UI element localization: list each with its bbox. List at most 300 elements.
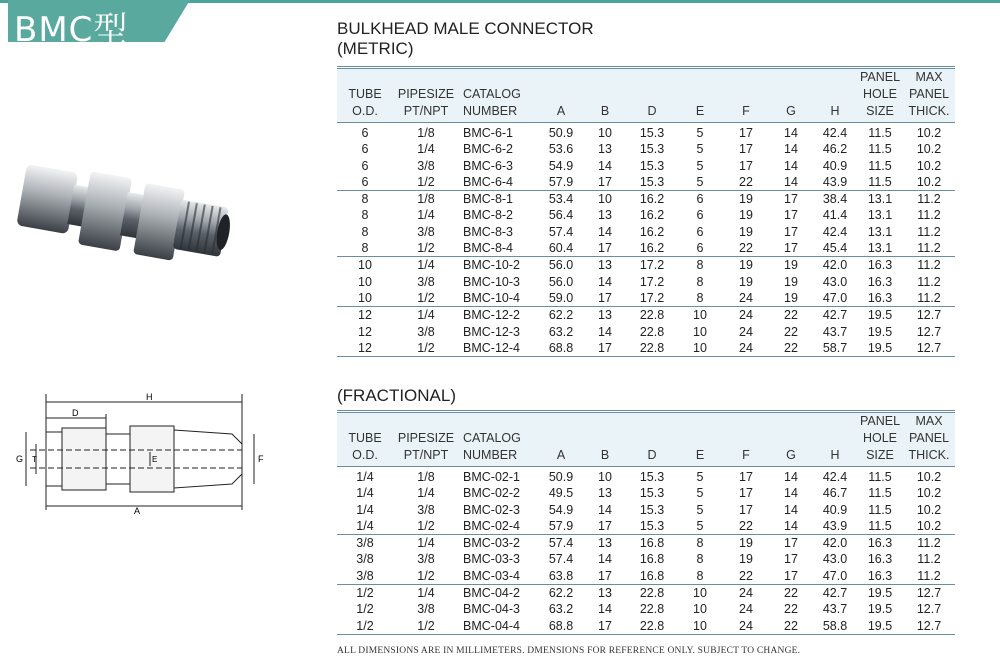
page-title: BULKHEAD MALE CONNECTOR: [337, 19, 594, 38]
table-cell: 8: [337, 191, 393, 208]
table-cell: 13: [598, 486, 612, 501]
table-cell: 12.7: [916, 602, 942, 617]
table-cell: 22.8: [627, 585, 677, 602]
col-tube-od: TUBE O.D.: [348, 87, 382, 118]
table-cell: 10.2: [916, 126, 942, 140]
table-cell: 63.2: [548, 324, 574, 339]
table-cell: 8: [361, 224, 369, 239]
table-cell: 16.8: [627, 535, 677, 552]
table-cell: 14: [598, 552, 612, 567]
table-row: [337, 158, 955, 174]
table-row: [337, 290, 955, 307]
table-cell: 53.6: [548, 142, 574, 157]
table-cell: 10: [358, 274, 372, 289]
footnote: ALL DIMENSIONS ARE IN MILLIMETERS. DMENSIONS FOR REFERENCE ONLY. SUBJECT TO CHANGE.: [337, 646, 801, 656]
table-cell: 10.2: [916, 470, 942, 484]
table-cell: 54.9: [548, 502, 574, 517]
table-cell: 63.2: [548, 602, 574, 617]
table-cell: 22: [769, 618, 813, 635]
table-cell: 8: [677, 535, 723, 552]
table-cell: 6: [696, 224, 704, 239]
table-cell: 56.0: [539, 257, 583, 274]
table-cell: 42.7: [813, 307, 857, 324]
table-cell: 56.0: [548, 274, 574, 289]
col-max-panel: MAX PANEL THICK.: [908, 70, 950, 118]
table-cell: 15.3: [639, 126, 665, 140]
table-cell: 46.2: [822, 142, 848, 157]
col-e: E: [695, 448, 705, 462]
metric-table-header: [337, 68, 955, 123]
table-cell: 47.0: [822, 290, 848, 305]
table-cell: 57.9: [548, 518, 574, 533]
table-row: [337, 123, 955, 142]
table-cell: 22: [739, 174, 753, 189]
table-cell: 17: [739, 502, 753, 517]
table-cell: BMC-10-2: [459, 257, 539, 274]
table-cell: 14: [598, 274, 612, 289]
table-cell: 43.0: [822, 552, 848, 567]
table-cell: 43.9: [822, 518, 848, 533]
table-cell: BMC-03-3: [463, 552, 520, 567]
table-row: [337, 257, 955, 274]
table-cell: 5: [696, 158, 704, 173]
table-cell: 10: [358, 290, 372, 305]
table-cell: 8: [696, 274, 704, 289]
table-cell: 16.8: [639, 568, 665, 583]
table-cell: 6: [361, 158, 369, 173]
table-cell: 12: [337, 307, 393, 324]
table-cell: 14: [598, 502, 612, 517]
table-cell: 62.2: [539, 307, 583, 324]
table-cell: 13: [583, 585, 627, 602]
table-cell: 57.4: [548, 224, 574, 239]
table-cell: 3/8: [417, 274, 435, 289]
table-cell: 42.4: [822, 470, 848, 484]
table-cell: 24: [739, 602, 753, 617]
table-cell: 17: [784, 568, 798, 583]
table-cell: 60.4: [548, 241, 574, 256]
table-cell: 57.4: [548, 552, 574, 567]
table-cell: 11.5: [868, 486, 892, 501]
table-cell: 12.7: [903, 585, 955, 602]
table-cell: 8: [696, 552, 704, 567]
table-cell: BMC-6-1: [463, 126, 514, 140]
table-cell: 11.2: [917, 552, 941, 567]
table-cell: 1/2: [417, 174, 435, 189]
table-cell: BMC-03-4: [463, 568, 520, 583]
table-cell: 10.2: [916, 174, 942, 189]
table-cell: 22: [769, 340, 813, 357]
table-cell: BMC-8-4: [463, 241, 514, 256]
table-cell: 8: [696, 290, 704, 305]
table-cell: 8: [696, 568, 704, 583]
col-h: H: [830, 104, 840, 118]
table-cell: 19: [769, 257, 813, 274]
table-cell: 42.4: [822, 126, 848, 140]
table-cell: 15.3: [639, 142, 665, 157]
table-cell: 41.4: [822, 208, 848, 223]
table-cell: 16.3: [867, 274, 893, 289]
table-cell: 1/4: [356, 470, 374, 484]
col-d: D: [647, 104, 657, 118]
table-cell: 8: [361, 208, 369, 223]
table-cell: 22: [739, 241, 753, 256]
table-cell: 13: [583, 257, 627, 274]
dim-label-a: A: [134, 506, 141, 516]
table-cell: BMC-02-3: [463, 502, 520, 517]
col-f: F: [742, 448, 750, 462]
table-cell: 1/2: [417, 241, 435, 256]
table-cell: 16.8: [639, 552, 665, 567]
table-cell: 22.8: [639, 324, 665, 339]
table-cell: 15.3: [639, 158, 665, 173]
table-cell: 1/4: [393, 257, 459, 274]
table-cell: 43.9: [822, 174, 848, 189]
col-h: H: [830, 448, 840, 462]
table-cell: 5: [696, 502, 704, 517]
table-cell: 5: [696, 142, 704, 157]
table-cell: 6: [696, 208, 704, 223]
table-cell: 14: [598, 602, 612, 617]
metric-table: [337, 66, 955, 357]
table-cell: 16.3: [857, 535, 903, 552]
table-cell: 54.9: [548, 158, 574, 173]
table-cell: 19: [739, 208, 753, 223]
col-tube-od: TUBE O.D.: [348, 431, 382, 462]
table-cell: 22: [784, 602, 798, 617]
table-cell: 1/4: [356, 486, 374, 501]
table-row: [337, 224, 955, 240]
table-cell: 1/2: [356, 602, 374, 617]
fractional-table-header: [337, 412, 955, 467]
table-cell: BMC-10-3: [463, 274, 520, 289]
table-cell: 6: [677, 191, 723, 208]
table-cell: 12.7: [903, 307, 955, 324]
col-g: G: [786, 448, 796, 462]
table-cell: 17: [739, 486, 753, 501]
table-cell: 19: [784, 274, 798, 289]
table-cell: 10.2: [916, 486, 942, 501]
table-cell: 14: [784, 470, 798, 484]
table-cell: 58.8: [813, 618, 857, 635]
table-row: [337, 191, 955, 208]
table-cell: 16.3: [857, 257, 903, 274]
table-cell: 3/8: [417, 224, 435, 239]
table-cell: 11.2: [917, 568, 941, 583]
table-cell: 10: [598, 470, 612, 484]
table-cell: 22.8: [639, 602, 665, 617]
table-cell: 5: [696, 126, 704, 140]
series-badge-label: BMC型: [14, 10, 129, 50]
fractional-table-body: [337, 467, 955, 635]
table-cell: 3/8: [417, 602, 435, 617]
table-cell: 19.5: [857, 340, 903, 357]
table-cell: 11.5: [868, 518, 892, 533]
table-cell: 22: [739, 518, 753, 533]
table-cell: 10: [583, 191, 627, 208]
table-cell: 6: [361, 174, 369, 189]
table-cell: 14: [784, 502, 798, 517]
table-cell: 62.2: [539, 585, 583, 602]
table-cell: 3/8: [417, 324, 435, 339]
table-cell: 17: [598, 290, 612, 305]
table-cell: 10: [677, 307, 723, 324]
table-cell: 10.2: [916, 158, 942, 173]
fractional-section-title: (FRACTIONAL): [337, 386, 456, 405]
table-cell: BMC-10-4: [463, 290, 520, 305]
table-cell: 17: [739, 126, 753, 140]
table-cell: 17: [739, 470, 753, 484]
table-cell: 5: [696, 486, 704, 501]
table-cell: 50.9: [548, 470, 574, 484]
table-row: [337, 618, 955, 635]
table-cell: 16.2: [639, 241, 665, 256]
table-cell: 13.1: [857, 191, 903, 208]
table-cell: 1/2: [417, 518, 435, 533]
table-cell: 12.7: [903, 340, 955, 357]
table-cell: 11.5: [868, 502, 892, 517]
table-cell: 13: [583, 535, 627, 552]
table-cell: 57.4: [539, 535, 583, 552]
table-row: [337, 551, 955, 567]
table-cell: 3/8: [417, 552, 435, 567]
table-cell: 13: [583, 307, 627, 324]
col-a: A: [556, 104, 566, 118]
table-cell: 68.8: [539, 618, 583, 635]
table-cell: 42.7: [813, 585, 857, 602]
table-cell: 19: [739, 552, 753, 567]
table-cell: 5: [696, 470, 704, 484]
col-f: F: [742, 104, 750, 118]
table-cell: 11.5: [868, 158, 892, 173]
table-cell: 49.5: [548, 486, 574, 501]
table-cell: 13.1: [867, 224, 893, 239]
table-cell: 56.4: [548, 208, 574, 223]
col-max-panel: MAX PANEL THICK.: [908, 414, 950, 462]
table-cell: 1/4: [356, 502, 374, 517]
table-cell: 17: [784, 552, 798, 567]
table-cell: BMC-04-3: [463, 602, 520, 617]
table-cell: 19: [723, 535, 769, 552]
table-cell: BMC-03-2: [459, 535, 539, 552]
table-cell: 17.2: [627, 257, 677, 274]
table-cell: 11.2: [917, 274, 941, 289]
table-row: [337, 207, 955, 223]
table-cell: 10.2: [916, 142, 942, 157]
table-cell: 15.3: [639, 518, 665, 533]
dim-label-d: D: [72, 408, 79, 418]
table-cell: 5: [696, 174, 704, 189]
table-cell: 14: [598, 224, 612, 239]
table-cell: 22.8: [627, 618, 677, 635]
metric-section-title: (METRIC): [337, 39, 414, 58]
table-cell: 14: [784, 518, 798, 533]
table-cell: 5: [696, 518, 704, 533]
table-cell: 53.4: [539, 191, 583, 208]
table-cell: 17: [769, 535, 813, 552]
table-cell: 12.7: [903, 618, 955, 635]
table-cell: BMC-12-2: [459, 307, 539, 324]
table-cell: 1/4: [393, 307, 459, 324]
table-cell: 1/2: [417, 290, 435, 305]
table-cell: 1/8: [417, 470, 435, 484]
table-cell: 16.2: [639, 224, 665, 239]
table-row: [337, 141, 955, 157]
dimension-drawing: [10, 388, 270, 516]
table-cell: BMC-02-2: [463, 486, 520, 501]
table-cell: 1/4: [356, 518, 374, 533]
table-cell: BMC-12-4: [459, 340, 539, 357]
table-row: [337, 340, 955, 357]
table-cell: 13: [598, 208, 612, 223]
table-cell: 17: [598, 174, 612, 189]
table-cell: 17: [583, 618, 627, 635]
table-cell: 19: [723, 257, 769, 274]
table-cell: 17: [769, 191, 813, 208]
table-cell: 17: [784, 208, 798, 223]
table-cell: 43.0: [822, 274, 848, 289]
table-cell: 22.8: [627, 307, 677, 324]
table-cell: 1/2: [337, 585, 393, 602]
table-cell: 11.5: [868, 126, 892, 140]
table-cell: BMC-6-2: [463, 142, 514, 157]
table-cell: 68.8: [539, 340, 583, 357]
table-cell: 15.3: [639, 502, 665, 517]
table-cell: 14: [784, 174, 798, 189]
table-cell: 42.4: [822, 224, 848, 239]
table-cell: 50.9: [548, 126, 574, 140]
table-cell: 59.0: [548, 290, 574, 305]
table-cell: 14: [598, 158, 612, 173]
table-row: [337, 535, 955, 552]
table-cell: 16.3: [867, 552, 893, 567]
table-row: [337, 174, 955, 191]
table-cell: 11.2: [903, 257, 955, 274]
table-cell: 3/8: [417, 158, 435, 173]
table-cell: 1/4: [393, 585, 459, 602]
table-cell: 11.5: [868, 174, 892, 189]
table-cell: 43.7: [822, 602, 848, 617]
table-cell: 1/8: [417, 126, 435, 140]
col-catalog: CATALOG NUMBER: [463, 431, 521, 462]
table-cell: 22: [739, 568, 753, 583]
table-cell: 24: [723, 340, 769, 357]
table-cell: 6: [696, 241, 704, 256]
table-row: [337, 568, 955, 585]
table-cell: BMC-6-4: [463, 174, 514, 189]
table-cell: 15.3: [639, 486, 665, 501]
table-cell: 11.2: [917, 290, 941, 305]
table-cell: 19.5: [867, 602, 893, 617]
table-cell: 12.7: [916, 324, 942, 339]
table-cell: 17.2: [639, 290, 665, 305]
table-cell: 22.8: [627, 340, 677, 357]
table-cell: 1/4: [417, 142, 435, 157]
table-cell: 1/2: [393, 340, 459, 357]
table-cell: 14: [784, 158, 798, 173]
table-cell: 22: [769, 585, 813, 602]
table-cell: 10: [598, 126, 612, 140]
dim-label-g: G: [16, 454, 24, 464]
table-cell: BMC-02-4: [463, 518, 520, 533]
table-cell: BMC-04-4: [459, 618, 539, 635]
table-cell: 1/2: [393, 618, 459, 635]
table-cell: 12: [358, 324, 372, 339]
table-cell: 14: [784, 126, 798, 140]
table-cell: 13.1: [867, 208, 893, 223]
col-d: D: [647, 448, 657, 462]
table-cell: 13: [598, 142, 612, 157]
table-cell: 42.0: [813, 257, 857, 274]
table-cell: 17: [784, 224, 798, 239]
dim-label-e: E: [152, 455, 158, 464]
table-cell: 16.2: [627, 191, 677, 208]
table-cell: 10.2: [916, 518, 942, 533]
table-row: [337, 485, 955, 501]
table-cell: 8: [677, 257, 723, 274]
table-cell: BMC-8-1: [459, 191, 539, 208]
table-cell: 16.3: [867, 568, 893, 583]
table-cell: BMC-04-2: [459, 585, 539, 602]
table-cell: 19.5: [857, 618, 903, 635]
table-cell: 19.5: [867, 324, 893, 339]
table-cell: 11.2: [917, 241, 941, 256]
table-cell: 58.7: [813, 340, 857, 357]
col-a: A: [556, 448, 566, 462]
table-cell: 10: [677, 340, 723, 357]
table-cell: 3/8: [417, 502, 435, 517]
connector-photo: [14, 160, 236, 290]
dim-label-h: H: [146, 392, 153, 402]
table-cell: 63.8: [548, 568, 574, 583]
table-cell: 19: [784, 290, 798, 305]
col-catalog: CATALOG NUMBER: [463, 87, 521, 118]
table-cell: 19: [739, 274, 753, 289]
table-cell: 3/8: [356, 568, 374, 583]
table-cell: 17: [598, 241, 612, 256]
table-cell: 40.9: [822, 158, 848, 173]
table-cell: BMC-8-3: [463, 224, 514, 239]
table-cell: 24: [739, 290, 753, 305]
table-row: [337, 307, 955, 324]
col-e: E: [695, 104, 705, 118]
table-cell: 16.2: [639, 208, 665, 223]
table-cell: 8: [361, 241, 369, 256]
table-cell: 16.3: [867, 290, 893, 305]
table-cell: 24: [723, 585, 769, 602]
table-cell: 19: [723, 191, 769, 208]
metric-table-body: [337, 123, 955, 357]
table-cell: 17: [598, 568, 612, 583]
table-cell: 10: [677, 585, 723, 602]
table-cell: 1/4: [417, 208, 435, 223]
table-cell: 10: [677, 618, 723, 635]
table-row: [337, 585, 955, 602]
table-row: [337, 518, 955, 535]
table-cell: 14: [784, 142, 798, 157]
table-cell: 10: [693, 602, 707, 617]
table-cell: 10.2: [916, 502, 942, 517]
table-cell: 42.0: [813, 535, 857, 552]
table-cell: 3/8: [337, 535, 393, 552]
table-cell: 1/4: [417, 486, 435, 501]
table-cell: 13.1: [867, 241, 893, 256]
table-cell: BMC-12-3: [463, 324, 520, 339]
table-cell: BMC-8-2: [463, 208, 514, 223]
table-cell: 14: [598, 324, 612, 339]
col-pipesize: PIPESIZE PT/NPT: [397, 87, 455, 118]
col-panel-hole: PANEL HOLE SIZE: [859, 70, 901, 118]
